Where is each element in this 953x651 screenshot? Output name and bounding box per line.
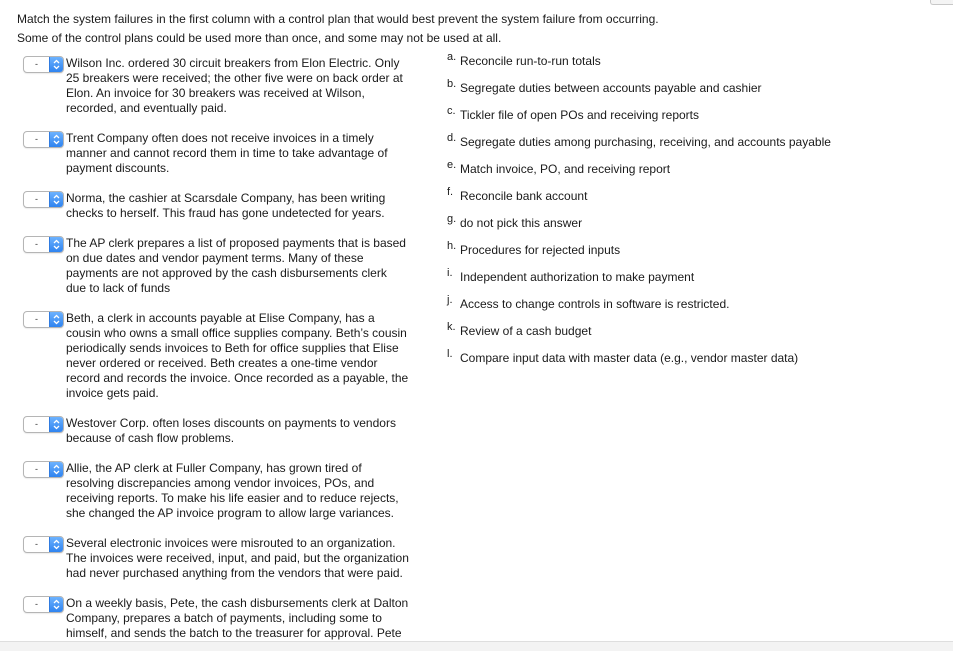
question-text-line: receiving reports. To make his life easier and to reduce rejects, — [66, 491, 399, 505]
question-row — [23, 311, 442, 401]
question-text-line: Several electronic invoices were misrouted to an organization. — [66, 536, 396, 550]
question-text-line: 25 breakers were received; the other five were on back order at — [66, 71, 403, 85]
window-corner — [930, 0, 953, 5]
question-text — [66, 131, 442, 176]
question-text-line: on due dates and vendor payment terms. Many of these — [66, 251, 364, 265]
question-row — [23, 131, 442, 176]
question-text-line: never ordered or received. Beth creates a one-time vendor — [66, 356, 378, 370]
question-row — [23, 191, 442, 221]
question-text-line: Company, prepares a batch of payments, including some to — [66, 611, 382, 625]
answer-option — [447, 240, 621, 258]
question-text — [66, 191, 442, 221]
question-text-line: she changed the AP invoice program to allow large variances. — [66, 506, 394, 520]
answer-select[interactable] — [23, 461, 64, 478]
answer-select-value: - — [35, 539, 38, 549]
horizontal-scrollbar[interactable] — [0, 641, 953, 651]
answer-option-letter: d. — [447, 132, 457, 144]
up-down-chevron-icon — [49, 462, 63, 477]
question-text-line: The AP clerk prepares a list of proposed payments that is based — [66, 236, 406, 250]
answer-select-value: - — [35, 314, 38, 324]
answer-select[interactable] — [23, 56, 64, 73]
up-down-chevron-icon — [49, 417, 63, 432]
answer-select-value: - — [35, 464, 38, 474]
answer-option — [447, 105, 699, 123]
answer-option — [447, 132, 831, 150]
answer-option — [447, 213, 583, 231]
question-row — [23, 56, 442, 116]
question-text — [66, 236, 442, 296]
answer-option-letter: c. — [447, 105, 456, 117]
question-text — [66, 536, 442, 581]
answer-select[interactable] — [23, 536, 64, 553]
answer-option-text: Segregate duties among purchasing, receiving, and accounts payable — [460, 135, 831, 149]
question-text — [66, 416, 442, 446]
answer-option — [447, 294, 730, 312]
answer-select[interactable] — [23, 416, 64, 433]
answer-option — [447, 321, 592, 339]
answer-option-letter: j. — [447, 294, 453, 306]
answer-option-letter: e. — [447, 159, 457, 171]
answer-option-text: Access to change controls in software is restricted. — [460, 297, 730, 311]
instructions-line-1: Match the system failures in the first column with a control plan that would best prevent the system failure from occurring. — [17, 12, 659, 26]
answer-option-text: Reconcile run-to-run totals — [460, 54, 601, 68]
question-text-line: Allie, the AP clerk at Fuller Company, has grown tired of — [66, 461, 362, 475]
up-down-chevron-icon — [49, 57, 63, 72]
instructions — [17, 10, 659, 48]
question-row — [23, 461, 442, 521]
question-row — [23, 416, 442, 446]
answer-select-value: - — [35, 599, 38, 609]
answer-option-text: Reconcile bank account — [460, 189, 588, 203]
answer-option — [447, 51, 601, 69]
answer-select[interactable] — [23, 131, 64, 148]
question-text-line: Elon. An invoice for 30 breakers was received at Wilson, — [66, 86, 365, 100]
question-row — [23, 596, 442, 641]
up-down-chevron-icon — [49, 237, 63, 252]
question-row — [23, 536, 442, 581]
answer-option-letter: b. — [447, 78, 457, 90]
question-text-line: invoice gets paid. — [66, 386, 159, 400]
instructions-line-2: Some of the control plans could be used more than once, and some may not be used at all. — [17, 31, 502, 45]
answer-option-text: Match invoice, PO, and receiving report — [460, 162, 671, 176]
answer-option-letter: f. — [447, 186, 454, 198]
answer-select-value: - — [35, 419, 38, 429]
answer-option — [447, 186, 588, 204]
question-text-line: Norma, the cashier at Scarsdale Company, has been writing — [66, 191, 386, 205]
up-down-chevron-icon — [49, 132, 63, 147]
answer-select-value: - — [35, 194, 38, 204]
answer-option-text: Independent authorization to make payment — [460, 270, 695, 284]
question-text-line: resolving discrepancies among vendor invoices, POs, and — [66, 476, 375, 490]
question-text-line: cousin who owns a small office supplies company. Beth’s cousin — [66, 326, 407, 340]
answer-option-text: Tickler file of open POs and receiving reports — [460, 108, 699, 122]
question-text-line: payments are not approved by the cash disbursements clerk — [66, 266, 387, 280]
answer-option-text: Review of a cash budget — [460, 324, 592, 338]
question-text-line: Trent Company often does not receive invoices in a timely — [66, 131, 374, 145]
question-text-line: payment discounts. — [66, 161, 170, 175]
answer-select-value: - — [35, 239, 38, 249]
answer-option-text: Compare input data with master data (e.g., vendor master data) — [460, 351, 799, 365]
answer-option-letter: l. — [447, 348, 453, 360]
up-down-chevron-icon — [49, 192, 63, 207]
answer-option-text: Segregate duties between accounts payable and cashier — [460, 81, 762, 95]
up-down-chevron-icon — [49, 312, 63, 327]
answer-option — [447, 159, 671, 177]
answer-select[interactable] — [23, 236, 64, 253]
up-down-chevron-icon — [49, 597, 63, 612]
answer-select-value: - — [35, 134, 38, 144]
question-text-line: record and records the invoice. Once recorded as a payable, the — [66, 371, 409, 385]
answer-option-letter: g. — [447, 213, 457, 225]
question-text-line: periodically sends invoices to Beth for office supplies that Elise — [66, 341, 399, 355]
question-text-line: because of cash flow problems. — [66, 431, 235, 445]
question-text-line: checks to herself. This fraud has gone undetected for years. — [66, 206, 385, 220]
answer-select[interactable] — [23, 311, 64, 328]
answer-option-text: Procedures for rejected inputs — [460, 243, 621, 257]
answer-option-letter: a. — [447, 51, 457, 63]
answer-option-letter: k. — [447, 321, 456, 333]
question-text — [66, 461, 442, 521]
answer-select[interactable] — [23, 596, 64, 613]
question-text-line: The invoices were received, input, and paid, but the organization — [66, 551, 409, 565]
answer-select-value: - — [35, 59, 38, 69]
answer-option-letter: i. — [447, 267, 453, 279]
question-text-line: manner and cannot record them in time to take advantage of — [66, 146, 388, 160]
up-down-chevron-icon — [49, 537, 63, 552]
answer-select[interactable] — [23, 191, 64, 208]
question-text-line: Beth, a clerk in accounts payable at Elise Company, has a — [66, 311, 375, 325]
question-row — [23, 236, 442, 296]
answer-option-text: do not pick this answer — [460, 216, 583, 230]
answer-option — [447, 348, 799, 366]
question-text — [66, 596, 442, 641]
question-text-line: On a weekly basis, Pete, the cash disbursements clerk at Dalton — [66, 596, 409, 610]
question-text-line: Westover Corp. often loses discounts on payments to vendors — [66, 416, 396, 430]
question-text — [66, 311, 442, 401]
answer-option — [447, 267, 695, 285]
question-text — [66, 56, 442, 116]
answer-option — [447, 78, 762, 96]
question-text-line: himself, and sends the batch to the treasurer for approval. Pete — [66, 626, 402, 640]
answer-option-letter: h. — [447, 240, 457, 252]
question-text-line: recorded, and eventually paid. — [66, 101, 227, 115]
question-text-line: due to lack of funds — [66, 281, 171, 295]
question-text-line: had never purchased anything from the vendors that were paid. — [66, 566, 403, 580]
question-text-line: Wilson Inc. ordered 30 circuit breakers from Elon Electric. Only — [66, 56, 400, 70]
